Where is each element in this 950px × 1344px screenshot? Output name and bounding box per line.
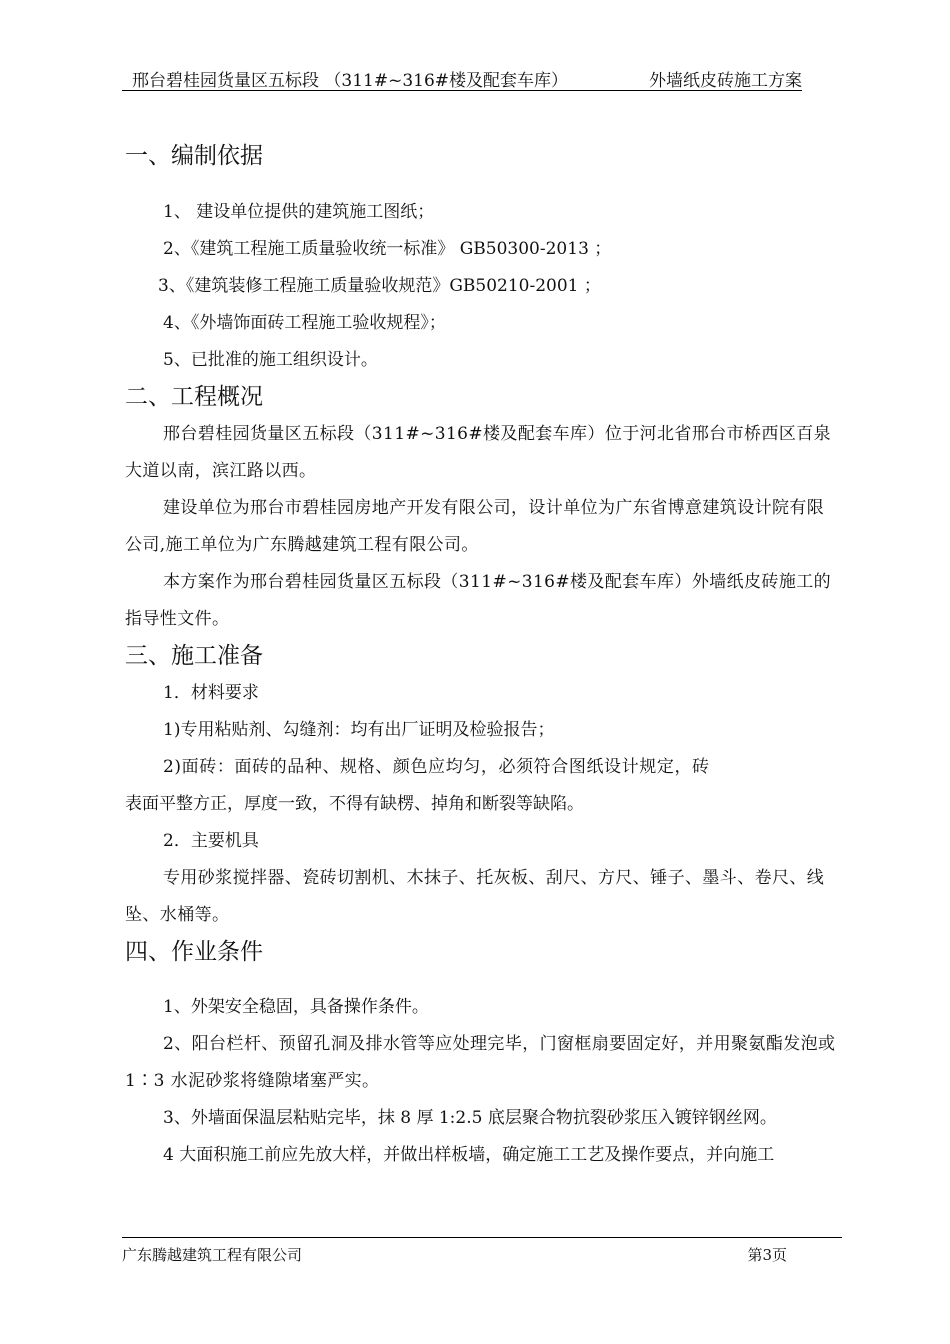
- overview-paragraph-1: 邢台碧桂园货量区五标段（311#~316#楼及配套车库）位于河北省邢台市桥西区百泉大道以南，滨江路以西。: [125, 424, 832, 481]
- tools-list: 专用砂浆搅拌器、瓷砖切割机、木抹子、托灰板、刮尺、方尺、锤子、墨斗、卷尺、线坠、水桶等。: [125, 868, 825, 925]
- footer-company: 广东腾越建筑工程有限公司: [122, 1246, 303, 1264]
- overview-paragraph-2: 建设单位为邢台市碧桂园房地产开发有限公司，设计单位为广东省博意建筑设计院有限公司,施工单位为广东腾越建筑工程有限公司。: [125, 498, 825, 555]
- page-footer: [122, 1237, 842, 1278]
- section-3-title: 三、施工准备: [125, 643, 263, 669]
- material-item-2-line-2: 表面平整方正，厚度一致，不得有缺楞、掉角和断裂等缺陷。: [125, 794, 584, 814]
- header-doc-title: 外墙纸皮砖施工方案: [649, 71, 802, 91]
- basis-item-5: 5、已批准的施工组织设计。: [163, 350, 378, 370]
- overview-paragraph-3: 本方案作为邢台碧桂园货量区五标段（311#~316#楼及配套车库）外墙纸皮砖施工的指导性文件。: [125, 572, 832, 629]
- condition-item-3: 3、外墙面保温层粘贴完毕，抹 8 厚 1:2.5 底层聚合物抗裂砂浆压入镀锌钢丝网。: [163, 1108, 777, 1128]
- basis-item-1: 1、 建设单位提供的建筑施工图纸；: [163, 202, 435, 222]
- footer-page-number: 第3页: [747, 1246, 787, 1264]
- section-4-title: 四、作业条件: [125, 939, 263, 965]
- section-2-title: 二、工程概况: [125, 384, 263, 410]
- subsection-materials: 1．材料要求: [163, 683, 259, 703]
- document-body: [125, 138, 840, 1174]
- condition-item-2: 2、阳台栏杆、预留孔洞及排水管等应处理完毕，门窗框扇要固定好，并用聚氨酯发泡或 1∶3 水泥砂浆将缝隙堵塞严实。: [125, 1034, 836, 1091]
- basis-item-3: 3、《建筑装修工程施工质量验收规范》GB50210-2001 ；: [158, 276, 601, 296]
- section-1-title: 一、编制依据: [125, 143, 263, 169]
- page-header: [122, 64, 802, 91]
- basis-item-4: 4、《外墙饰面砖工程施工验收规程》；: [163, 313, 446, 333]
- material-item-1: 1)专用粘贴剂、勾缝剂：均有出厂证明及检验报告；: [163, 720, 555, 740]
- condition-item-4: 4 大面积施工前应先放大样，并做出样板墙，确定施工工艺及操作要点，并向施工: [163, 1145, 775, 1165]
- condition-item-1: 1、外架安全稳固，具备操作条件。: [163, 997, 429, 1017]
- material-item-2-line-1: 2)面砖：面砖的品种、规格、颜色应均匀，必须符合图纸设计规定，砖: [163, 757, 710, 777]
- basis-item-2: 2、《建筑工程施工质量验收统一标准》 GB50300-2013 ；: [163, 239, 612, 259]
- subsection-tools: 2．主要机具: [163, 831, 259, 851]
- header-project-title: 邢台碧桂园货量区五标段 （311#~316#楼及配套车库）: [132, 71, 569, 91]
